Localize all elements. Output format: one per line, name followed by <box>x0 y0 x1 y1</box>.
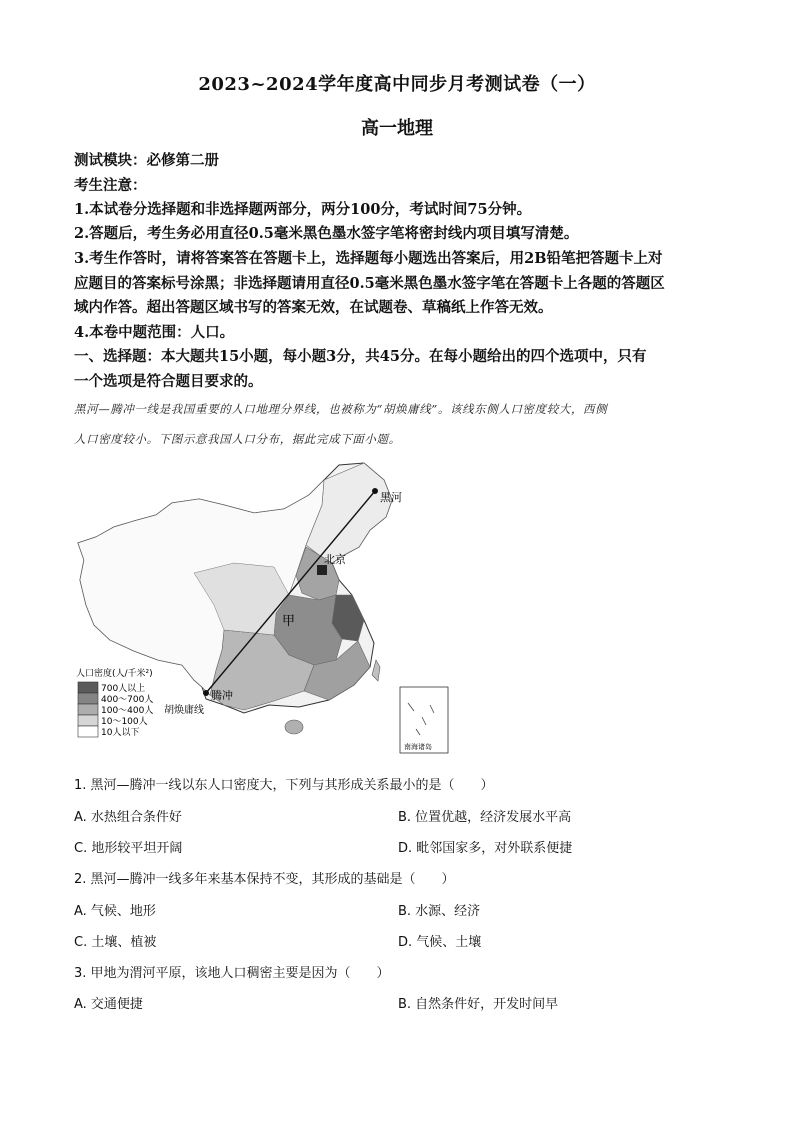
region-jia-label: 甲 <box>282 614 296 629</box>
legend-swatch-1 <box>78 682 98 693</box>
island-taiwan <box>372 660 380 681</box>
legend-label-4: 10～100人 <box>101 717 148 727</box>
q3-option-a[interactable]: A. 交通便捷 <box>74 997 143 1012</box>
exam-title: 2023~2024学年度高中同步月考测试卷（一） <box>198 74 596 95</box>
q1-option-a[interactable]: A. 水热组合条件好 <box>74 810 182 825</box>
question-1-stem: 1. 黑河—腾冲一线以东人口密度大，下列与其形成关系最小的是（ ） <box>74 778 494 793</box>
subject-title: 高一地理 <box>361 118 433 139</box>
notice-line-2: 2.答题后，考生务必用直径0.5毫米黑色墨水签字笔将密封线内项目填写清楚。 <box>74 225 579 242</box>
q2-option-c[interactable]: C. 土壤、植被 <box>74 935 157 950</box>
notice-line-5: 域内作答。超出答题区域书写的答案无效，在试题卷、草稿纸上作答无效。 <box>74 299 553 316</box>
intro-line-1: 黑河—腾冲一线是我国重要的人口地理分界线，也被称为“胡焕庸线”。该线东侧人口密度较大，西侧 <box>74 402 608 416</box>
beijing-label: 北京 <box>324 553 346 566</box>
q2-option-a[interactable]: A. 气候、地形 <box>74 904 156 919</box>
q2-option-d[interactable]: D. 气候、土壤 <box>398 935 482 950</box>
q1-option-d[interactable]: D. 毗邻国家多，对外联系便捷 <box>398 841 573 856</box>
inset-label: 南海诸岛 <box>404 743 432 751</box>
legend-label-2: 400～700人 <box>101 695 154 705</box>
heihe-label: 黑河 <box>380 491 402 504</box>
legend-label-5: 10人以下 <box>101 728 140 738</box>
notice-line-1: 1.本试卷分选择题和非选择题两部分，两分100分，考试时间75分钟。 <box>74 201 532 218</box>
legend-swatch-5 <box>78 726 98 737</box>
attention-line: 考生注意： <box>74 177 147 194</box>
q1-option-c[interactable]: C. 地形较平坦开阔 <box>74 841 183 856</box>
section-heading-line-1: 一、选择题：本大题共15小题，每小题3分，共45分。在每小题给出的四个选项中，只有 <box>74 348 647 365</box>
notice-line-3: 3.考生作答时，请将答案答在答题卡上，选择题每小题选出答案后，用2B铅笔把答题卡上对 <box>74 250 663 267</box>
tengchong-label: 腾冲 <box>211 689 233 702</box>
tengchong-dot <box>203 690 209 696</box>
question-2-stem: 2. 黑河—腾冲一线多年来基本保持不变，其形成的基础是（ ） <box>74 872 455 887</box>
question-3-stem: 3. 甲地为渭河平原，该地人口稠密主要是因为（ ） <box>74 966 390 981</box>
notice-line-6: 4.本卷中题范围：人口。 <box>74 324 235 341</box>
notice-line-4: 应题目的答案标号涂黑；非选择题请用直径0.5毫米黑色墨水签字笔在答题卡上各题的答题区 <box>74 275 665 292</box>
legend-swatch-2 <box>78 693 98 704</box>
section-heading-line-2: 一个选项是符合题目要求的。 <box>74 373 263 390</box>
island-hainan <box>285 720 303 734</box>
hu-line-label: 胡焕庸线 <box>164 705 204 716</box>
legend-title: 人口密度(人/千米²) <box>76 669 153 679</box>
legend-label-3: 100～400人 <box>101 706 154 716</box>
legend-swatch-4 <box>78 715 98 726</box>
q2-option-b[interactable]: B. 水源、经济 <box>398 904 481 919</box>
population-density-map <box>74 455 454 755</box>
module-line: 测试模块：必修第二册 <box>74 152 219 169</box>
beijing-marker <box>317 565 327 575</box>
q3-option-b[interactable]: B. 自然条件好，开发时间早 <box>398 997 559 1012</box>
intro-line-2: 人口密度较小。下图示意我国人口分布，据此完成下面小题。 <box>74 432 401 446</box>
heihe-dot <box>372 488 378 494</box>
legend-label-1: 700人以上 <box>101 684 146 694</box>
legend-swatch-3 <box>78 704 98 715</box>
q1-option-b[interactable]: B. 位置优越，经济发展水平高 <box>398 810 572 825</box>
